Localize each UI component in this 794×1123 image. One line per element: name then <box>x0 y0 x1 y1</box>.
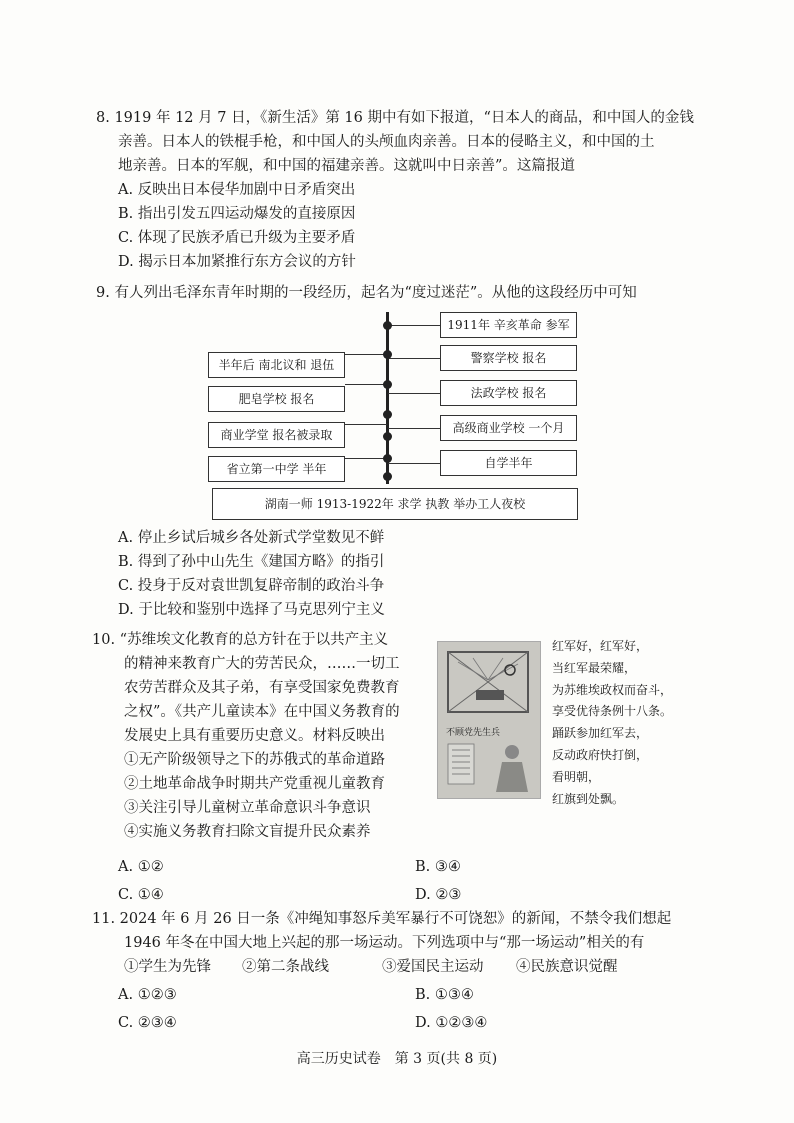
q10-stem-line: 农劳苦群众及其子弟，有享受国家免费教育 <box>124 680 400 696</box>
q11-option-c[interactable]: C. ②③④ <box>118 1015 177 1031</box>
q8-option-c[interactable]: C. 体现了民族矛盾已升级为主要矛盾 <box>118 230 356 246</box>
q10-option-c[interactable]: C. ①④ <box>118 887 164 903</box>
q11-item: ④民族意识觉醒 <box>516 959 618 975</box>
timeline-connector <box>388 393 440 394</box>
q8-option-d[interactable]: D. 揭示日本加紧推行东方会议的方针 <box>118 254 356 270</box>
q10-item: ②土地革命战争时期共产党重视儿童教育 <box>124 776 385 792</box>
question-9 <box>96 281 716 305</box>
q11-option-d[interactable]: D. ①②③④ <box>415 1015 488 1031</box>
timeline-dot <box>383 454 392 463</box>
poem-line: 红旗到处飘。 <box>552 791 625 806</box>
q9-option-d[interactable]: D. 于比较和鉴别中选择了马克思列宁主义 <box>118 602 385 618</box>
timeline-event-left: 商业学堂 报名被录取 <box>208 422 345 448</box>
timeline-dot <box>383 350 392 359</box>
q9-stem: 9. 有人列出毛泽东青年时期的一段经历，起名为“度过迷茫”。从他的这段经历中可知 <box>96 285 637 301</box>
timeline-dot <box>383 410 392 419</box>
timeline-connector <box>345 458 387 459</box>
timeline-event-left: 肥皂学校 报名 <box>208 386 345 412</box>
page-footer: 高三历史试卷 第 3 页(共 8 页) <box>296 1051 498 1067</box>
q9-option-c[interactable]: C. 投身于反对袁世凯复辟帝制的政治斗争 <box>118 578 385 594</box>
poem-line: 当红军最荣耀， <box>552 660 637 675</box>
poem-line: 踊跃参加红军去， <box>552 726 649 741</box>
poem-line: 看明朝， <box>552 769 601 784</box>
q11-stem-line: 11. 2024 年 6 月 26 日一条《冲绳知事怒斥美军暴行不可饶恕》的新闻，不禁令我们想起 <box>92 911 672 927</box>
timeline-event-bottom: 湖南一师 1913-1922年 求学 执教 举办工人夜校 <box>212 488 578 520</box>
poem-line: 反动政府快打倒， <box>552 747 649 762</box>
q10-item: ③关注引导儿童树立革命意识斗争意识 <box>124 800 371 816</box>
q11-item: ②第二条战线 <box>242 959 329 975</box>
poem-line: 红军好，红军好， <box>552 639 649 653</box>
q8-stem-line: 地亲善。日本的军舰，和中国的福建亲善。这就叫中日亲善”。这篇报道 <box>118 158 575 174</box>
question-8 <box>96 106 716 274</box>
timeline-diagram <box>208 312 580 524</box>
poem-line: 享受优待条例十八条。 <box>552 704 673 719</box>
timeline-event-right: 1911年 辛亥革命 参军 <box>440 312 577 338</box>
timeline-event-left: 省立第一中学 半年 <box>208 456 345 482</box>
timeline-connector <box>345 384 387 385</box>
timeline-dot <box>383 321 392 330</box>
timeline-event-right: 警察学校 报名 <box>440 345 577 371</box>
timeline-connector <box>345 354 387 355</box>
q8-option-a[interactable]: A. 反映出日本侵华加剧中日矛盾突出 <box>118 182 356 198</box>
timeline-connector <box>388 463 440 464</box>
q11-item: ①学生为先锋 <box>124 959 211 975</box>
q11-stem-line: 1946 年冬在中国大地上兴起的那一场运动。下列选项中与“那一场运动”相关的有 <box>124 935 645 951</box>
timeline-event-right: 自学半年 <box>440 450 577 476</box>
poster-poem <box>552 636 712 810</box>
q10-option-a[interactable]: A. ①② <box>118 859 164 875</box>
timeline-dot <box>383 380 392 389</box>
timeline-connector <box>388 325 440 326</box>
poem-line: 为苏维埃政权而奋斗， <box>552 682 673 697</box>
q9-option-a[interactable]: A. 停止乡试后城乡各处新式学堂数见不鲜 <box>118 530 385 546</box>
timeline-event-right: 法政学校 报名 <box>440 380 577 406</box>
q8-stem-line: 亲善。日本人的铁棍手枪，和中国人的头颅血肉亲善。日本的侵略主义，和中国的土 <box>118 134 655 150</box>
q10-item: ④实施义务教育扫除文盲提升民众素养 <box>124 824 371 840</box>
q10-option-d[interactable]: D. ②③ <box>415 887 462 903</box>
q11-item: ③爱国民主运动 <box>382 959 484 975</box>
q10-stem-line: 之权”。《共产儿童读本》在中国义务教育的 <box>124 704 400 720</box>
timeline-dot <box>383 432 392 441</box>
timeline-connector <box>388 358 440 359</box>
q11-option-a[interactable]: A. ①②③ <box>118 987 177 1003</box>
q10-stem-line: 10. “苏维埃文化教育的总方针在于以共产主义 <box>92 632 389 648</box>
q10-item: ①无产阶级领导之下的苏俄式的革命道路 <box>124 752 385 768</box>
poster-caption: 不顾党先生兵 <box>446 728 501 738</box>
question-10-options <box>96 855 716 907</box>
timeline-event-right: 高级商业学校 一个月 <box>440 415 577 441</box>
q10-stem-line: 的精神来教育广大的劳苦民众，……一切工 <box>124 656 400 672</box>
timeline-connector <box>388 428 440 429</box>
q10-stem-line: 发展史上具有重要历史意义。材料反映出 <box>124 728 385 744</box>
timeline-event-left: 半年后 南北议和 退伍 <box>208 352 345 378</box>
question-10 <box>92 628 436 844</box>
q9-option-b[interactable]: B. 得到了孙中山先生《建国方略》的指引 <box>118 554 385 570</box>
poster-illustration <box>438 642 540 798</box>
timeline-connector <box>345 424 387 425</box>
question-11 <box>92 907 716 1035</box>
q10-option-b[interactable]: B. ③④ <box>415 859 461 875</box>
q11-option-b[interactable]: B. ①③④ <box>415 987 474 1003</box>
timeline-dot <box>383 472 392 481</box>
propaganda-poster-image <box>437 641 541 799</box>
q8-stem-line: 8. 1919 年 12 月 7 日，《新生活》第 16 期中有如下报道，“日本人的商品，和中国人的金钱 <box>96 110 694 126</box>
q8-option-b[interactable]: B. 指出引发五四运动爆发的直接原因 <box>118 206 356 222</box>
question-9-options <box>96 526 716 622</box>
